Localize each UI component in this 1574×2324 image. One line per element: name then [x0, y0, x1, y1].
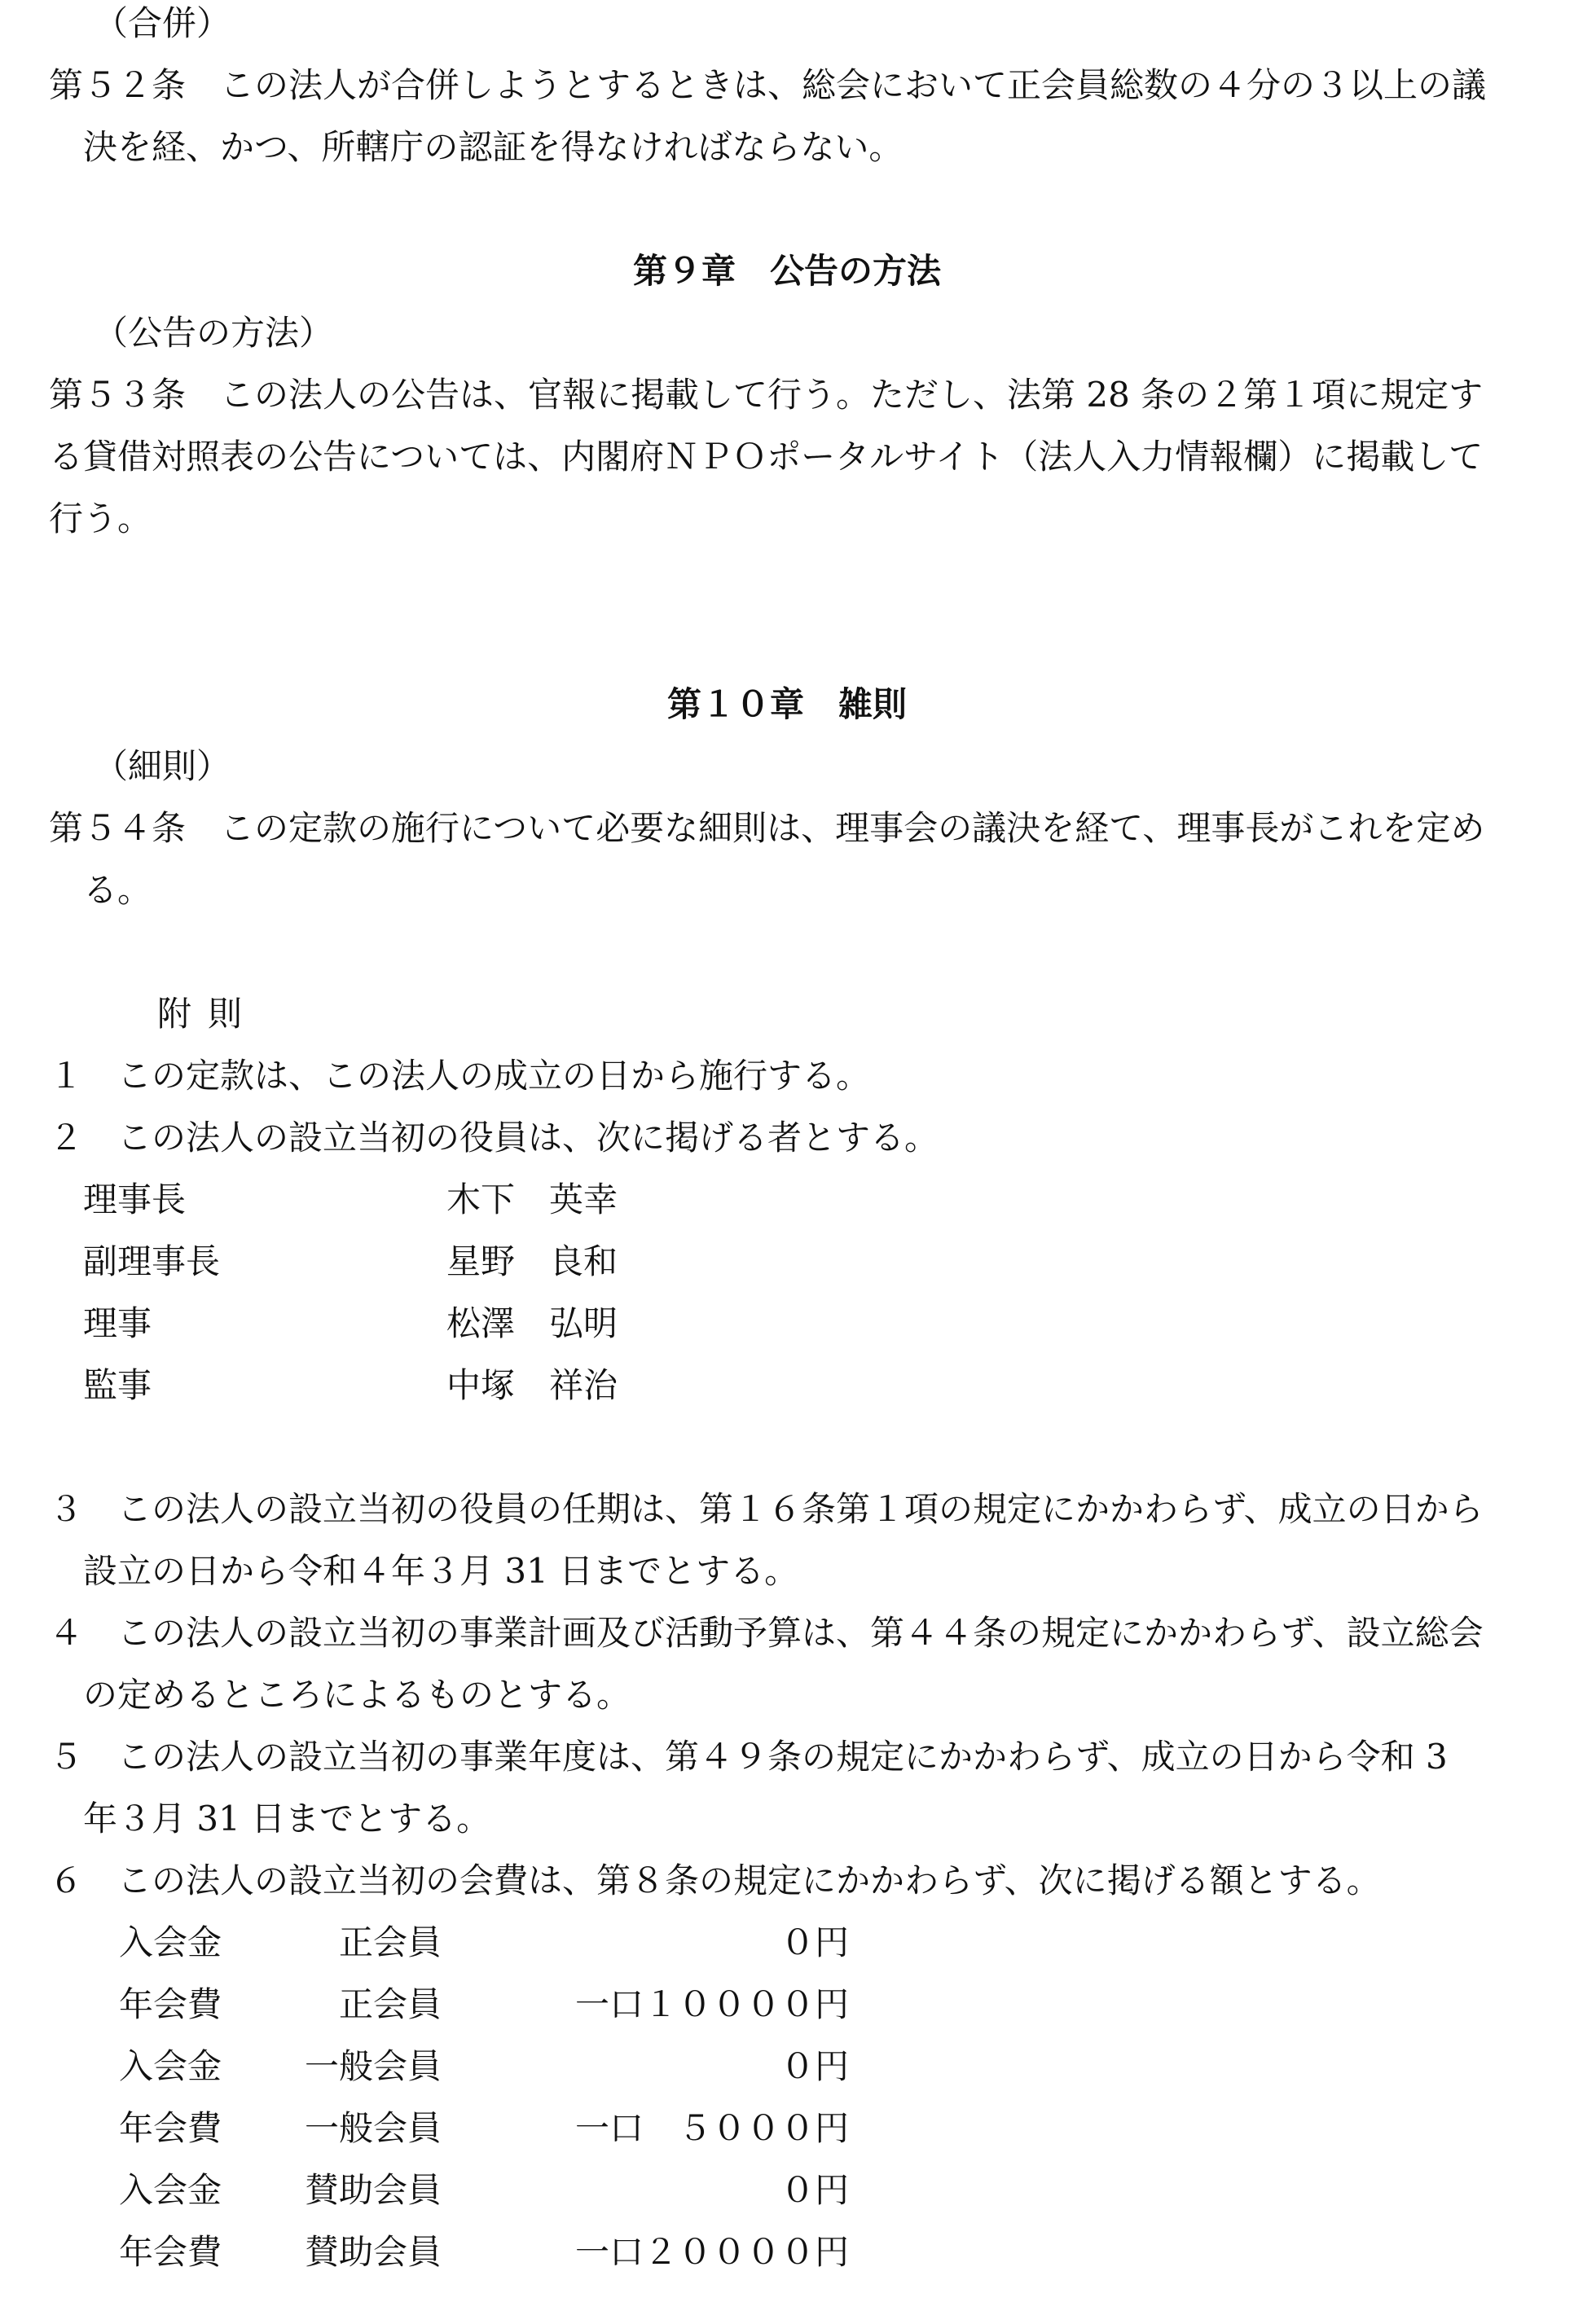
- article-52-line-1: 第５２条 この法人が合併しようとするときは、総会において正会員総数の４分の３以上の議: [49, 65, 1487, 105]
- article-54-line-2: る。: [83, 870, 152, 910]
- article-52-line-2: 決を経、かつ、所轄庁の認証を得なければならない。: [83, 127, 904, 167]
- supplementary-item-3-line-1: ３ この法人の設立当初の役員の任期は、第１６条第１項の規定にかかわらず、成立の日から: [49, 1489, 1484, 1529]
- officer-name: 星野 良和: [446, 1241, 618, 1281]
- fee-class: 正会員: [338, 1984, 442, 2024]
- fee-amount: ０円: [780, 2046, 849, 2086]
- supplementary-heading: 附則: [157, 994, 259, 1034]
- officer-name: 木下 英幸: [446, 1180, 618, 1219]
- supplementary-item-2: ２ この法人の設立当初の役員は、次に掲げる者とする。: [49, 1118, 939, 1158]
- fee-class: 一般会員: [304, 2108, 442, 2148]
- fee-type: 入会金: [119, 2046, 222, 2086]
- fee-amount: 一口 ５０００円: [574, 2108, 849, 2148]
- fee-type: 入会金: [119, 2170, 222, 2210]
- officer-role: 理事: [83, 1303, 152, 1343]
- fee-amount: ０円: [780, 2170, 849, 2210]
- fee-type: 入会金: [119, 1922, 222, 1962]
- fee-type: 年会費: [119, 1984, 222, 2024]
- officer-role: 理事長: [83, 1180, 187, 1219]
- fee-class: 賛助会員: [304, 2232, 442, 2272]
- article-53-line-3: 行う。: [49, 499, 152, 538]
- fee-amount: 一口２００００円: [574, 2232, 849, 2272]
- supplementary-item-3-line-2: 設立の日から令和４年３月 31 日までとする。: [83, 1551, 799, 1591]
- fee-type: 年会費: [119, 2232, 222, 2272]
- chapter-9-heading: 第９章 公告の方法: [632, 251, 941, 291]
- supplementary-item-5-line-1: ５ この法人の設立当初の事業年度は、第４９条の規定にかかわらず、成立の日から令和 3: [49, 1737, 1448, 1777]
- officer-role: 監事: [83, 1365, 152, 1405]
- fee-class: 賛助会員: [304, 2170, 442, 2210]
- article-53-line-2: る貸借対照表の公告については、内閣府ＮＰＯポータルサイト（法人入力情報欄）に掲載して: [49, 437, 1484, 477]
- article-53-line-1: 第５３条 この法人の公告は、官報に掲載して行う。ただし、法第 28 条の２第１項に規定す: [49, 375, 1484, 415]
- fee-class: 正会員: [338, 1922, 442, 1962]
- fee-amount: 一口１００００円: [574, 1984, 849, 2024]
- chapter-10-heading: 第１０章 雑則: [666, 684, 907, 724]
- fee-class: 一般会員: [304, 2046, 442, 2086]
- supplementary-item-6: ６ この法人の設立当初の会費は、第８条の規定にかかわらず、次に掲げる額とする。: [49, 1861, 1381, 1900]
- article-52-caption: （合併）: [94, 3, 231, 43]
- supplementary-item-5-line-2: 年３月 31 日までとする。: [83, 1799, 491, 1839]
- officer-name: 松澤 弘明: [446, 1303, 618, 1343]
- officer-role: 副理事長: [83, 1241, 221, 1281]
- article-54-caption: （細則）: [94, 746, 231, 786]
- officer-name: 中塚 祥治: [446, 1365, 618, 1405]
- fee-type: 年会費: [119, 2108, 222, 2148]
- supplementary-item-4-line-2: の定めるところによるものとする。: [83, 1675, 631, 1715]
- supplementary-item-4-line-1: ４ この法人の設立当初の事業計画及び活動予算は、第４４条の規定にかかわらず、設立総会: [49, 1613, 1484, 1653]
- fee-amount: ０円: [780, 1922, 849, 1962]
- article-54-line-1: 第５４条 この定款の施行について必要な細則は、理事会の議決を経て、理事長がこれを定め: [49, 808, 1485, 848]
- supplementary-item-1: １ この定款は、この法人の成立の日から施行する。: [49, 1056, 871, 1096]
- article-53-caption: （公告の方法）: [94, 313, 334, 353]
